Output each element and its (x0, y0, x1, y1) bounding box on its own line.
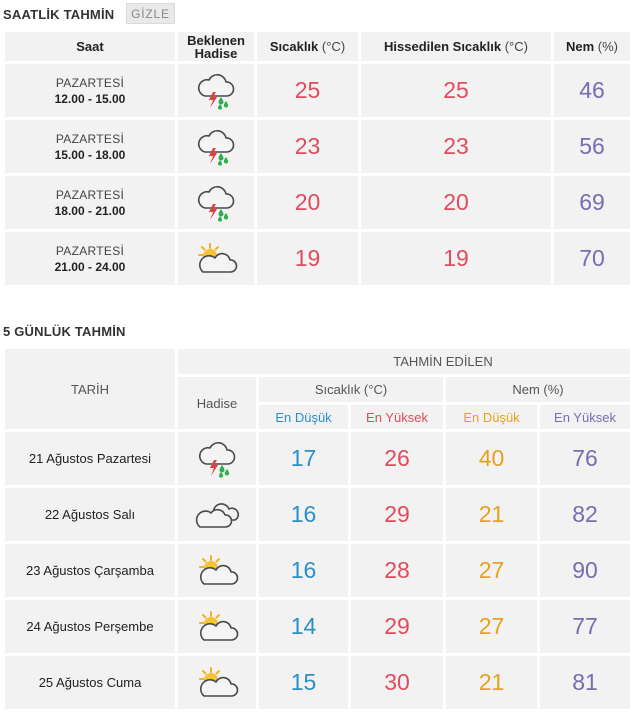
feels-value: 23 (361, 120, 551, 173)
temp-min-value: 16 (259, 488, 348, 541)
humidity-header (554, 32, 630, 61)
event-header (178, 32, 254, 61)
temp-value: 20 (257, 176, 358, 229)
temp-value: 19 (257, 232, 358, 285)
event-header-line1: Beklenen (187, 32, 245, 48)
feels-header-unit: (°C) (504, 39, 528, 54)
period-day: PAZARTESİ (55, 243, 125, 258)
temp-max-value: 28 (351, 544, 443, 597)
temp-max-value: 26 (351, 432, 443, 485)
period-cell (5, 232, 175, 285)
humidity-max-header: En Yüksek (540, 405, 630, 429)
temp-header-label: Sıcaklık (269, 39, 319, 54)
event-header-line2: Hadise (194, 45, 238, 61)
forecast-header: TAHMİN EDİLEN (178, 349, 630, 374)
partly-cloudy-icon (178, 544, 256, 597)
humidity-max-value: 81 (540, 656, 630, 709)
feels-value: 19 (361, 232, 551, 285)
thunderstorm-rain-icon (178, 176, 254, 229)
period-range: 21.00 - 24.00 (54, 259, 126, 274)
thunderstorm-rain-icon (178, 432, 256, 485)
temp-max-value: 29 (351, 488, 443, 541)
temp-min-value: 15 (259, 656, 348, 709)
humidity-value: 70 (554, 232, 630, 285)
date-header: TARİH (5, 349, 175, 429)
humidity-min-value: 21 (446, 656, 537, 709)
period-day: PAZARTESİ (55, 187, 125, 202)
date-cell: 24 Ağustos Perşembe (5, 600, 175, 653)
period-day: PAZARTESİ (55, 131, 125, 146)
temp-min-value: 14 (259, 600, 348, 653)
thunderstorm-rain-icon (178, 64, 254, 117)
humidity-max-value: 90 (540, 544, 630, 597)
humidity-min-value: 27 (446, 544, 537, 597)
temp-group-header: Sıcaklık (°C) (259, 377, 443, 402)
period-range: 18.00 - 21.00 (54, 203, 126, 218)
humidity-min-value: 21 (446, 488, 537, 541)
partly-cloudy-icon (178, 656, 256, 709)
humidity-max-value: 77 (540, 600, 630, 653)
partly-cloudy-icon (178, 232, 254, 285)
period-range: 15.00 - 18.00 (54, 147, 126, 162)
temp-min-value: 17 (259, 432, 348, 485)
feels-value: 25 (361, 64, 551, 117)
hourly-section-title: SAATLİK TAHMİN (3, 7, 115, 22)
humidity-value: 46 (554, 64, 630, 117)
humidity-max-value: 82 (540, 488, 630, 541)
temp-header (257, 32, 358, 61)
humidity-min-header: En Düşük (446, 405, 537, 429)
period-range: 12.00 - 15.00 (54, 91, 126, 106)
temp-min-value: 16 (259, 544, 348, 597)
period-cell (5, 176, 175, 229)
period-cell (5, 120, 175, 173)
temp-min-header: En Düşük (259, 405, 348, 429)
period-day: PAZARTESİ (55, 75, 125, 90)
temp-max-value: 30 (351, 656, 443, 709)
humidity-min-value: 40 (446, 432, 537, 485)
date-cell: 21 Ağustos Pazartesi (5, 432, 175, 485)
feels-value: 20 (361, 176, 551, 229)
date-cell: 25 Ağustos Cuma (5, 656, 175, 709)
humidity-max-value: 76 (540, 432, 630, 485)
temp-header-unit: (°C) (321, 39, 346, 54)
hide-button[interactable]: GİZLE (126, 3, 175, 24)
temp-value: 25 (257, 64, 358, 117)
humidity-header-label: Nem (565, 39, 595, 54)
feels-header-label: Hissedilen Sıcaklık (384, 39, 502, 54)
date-cell: 22 Ağustos Salı (5, 488, 175, 541)
humidity-value: 69 (554, 176, 630, 229)
humidity-group-header: Nem (%) (446, 377, 630, 402)
daily-section-title: 5 GÜNLÜK TAHMİN (3, 324, 126, 339)
feels-header (361, 32, 551, 61)
humidity-header-unit: (%) (597, 39, 619, 54)
humidity-value: 56 (554, 120, 630, 173)
thunderstorm-rain-icon (178, 120, 254, 173)
event-header: Hadise (178, 377, 256, 429)
temp-max-value: 29 (351, 600, 443, 653)
temp-max-header: En Yüksek (351, 405, 443, 429)
partly-cloudy-icon (178, 600, 256, 653)
date-cell: 23 Ağustos Çarşamba (5, 544, 175, 597)
humidity-min-value: 27 (446, 600, 537, 653)
period-cell (5, 64, 175, 117)
temp-value: 23 (257, 120, 358, 173)
time-header: Saat (5, 32, 175, 61)
cloudy-icon (178, 488, 256, 541)
